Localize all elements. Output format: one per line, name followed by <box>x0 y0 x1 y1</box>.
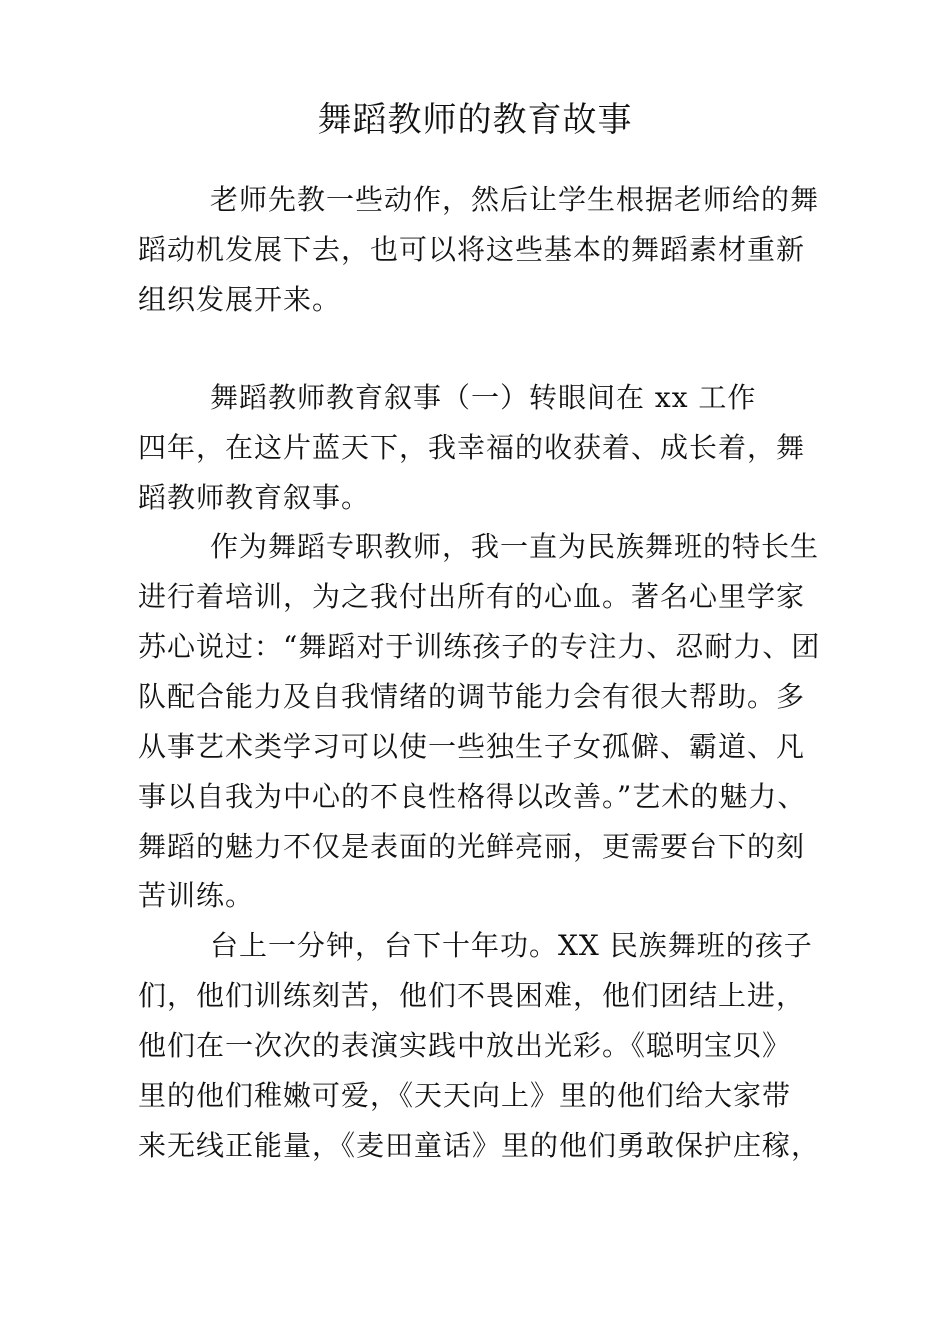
paragraph-3-line-3: 苏心说过：“舞蹈对于训练孩子的专注力、忍耐力、团 <box>138 630 821 663</box>
paragraph-2-line-2: 四年，在这片蓝天下，我幸福的收获着、成长着，舞 <box>138 431 806 464</box>
document-title: 舞蹈教师的教育故事 <box>317 100 633 140</box>
paragraph-4-line-4: 里的他们稚嫩可爱，《天天向上》里的他们给大家带 <box>138 1079 792 1112</box>
paragraph-1-line-2: 蹈动机发展下去，也可以将这些基本的舞蹈素材重新 <box>138 233 806 266</box>
paragraph-3-line-7: 舞蹈的魅力不仅是表面的光鲜亮丽，更需要台下的刻 <box>138 830 806 863</box>
paragraph-3-line-1: 作为舞蹈专职教师，我一直为民族舞班的特长生 <box>210 530 820 563</box>
paragraph-4-line-3: 他们在一次次的表演实践中放出光彩。《聪明宝贝》 <box>138 1029 792 1062</box>
paragraph-3-line-6: 事以自我为中心的不良性格得以改善。”艺术的魅力、 <box>138 780 807 813</box>
paragraph-2-line-3: 蹈教师教育叙事。 <box>138 481 371 514</box>
paragraph-2-line-1: 舞蹈教师教育叙事（一）转眼间在 xx 工作 <box>210 381 757 414</box>
paragraph-3-line-5: 从事艺术类学习可以使一些独生子女孤僻、霸道、凡 <box>138 730 806 763</box>
paragraph-3-line-2: 进行着培训，为之我付出所有的心血。著名心里学家 <box>138 580 806 613</box>
paragraph-4-line-5: 来无线正能量，《麦田童话》里的他们勇敢保护庄稼， <box>138 1129 821 1162</box>
paragraph-4-line-1: 台上一分钟，台下十年功。XX 民族舞班的孩子 <box>210 929 813 962</box>
paragraph-3-line-8: 苦训练。 <box>138 879 255 912</box>
paragraph-3-line-4: 队配合能力及自我情绪的调节能力会有很大帮助。多 <box>138 680 806 713</box>
paragraph-1-line-1: 老师先教一些动作，然后让学生根据老师给的舞 <box>210 183 820 216</box>
paragraph-4-line-2: 们，他们训练刻苦，他们不畏困难，他们团结上进， <box>138 979 806 1012</box>
paragraph-1-line-3: 组织发展开来。 <box>138 283 342 316</box>
